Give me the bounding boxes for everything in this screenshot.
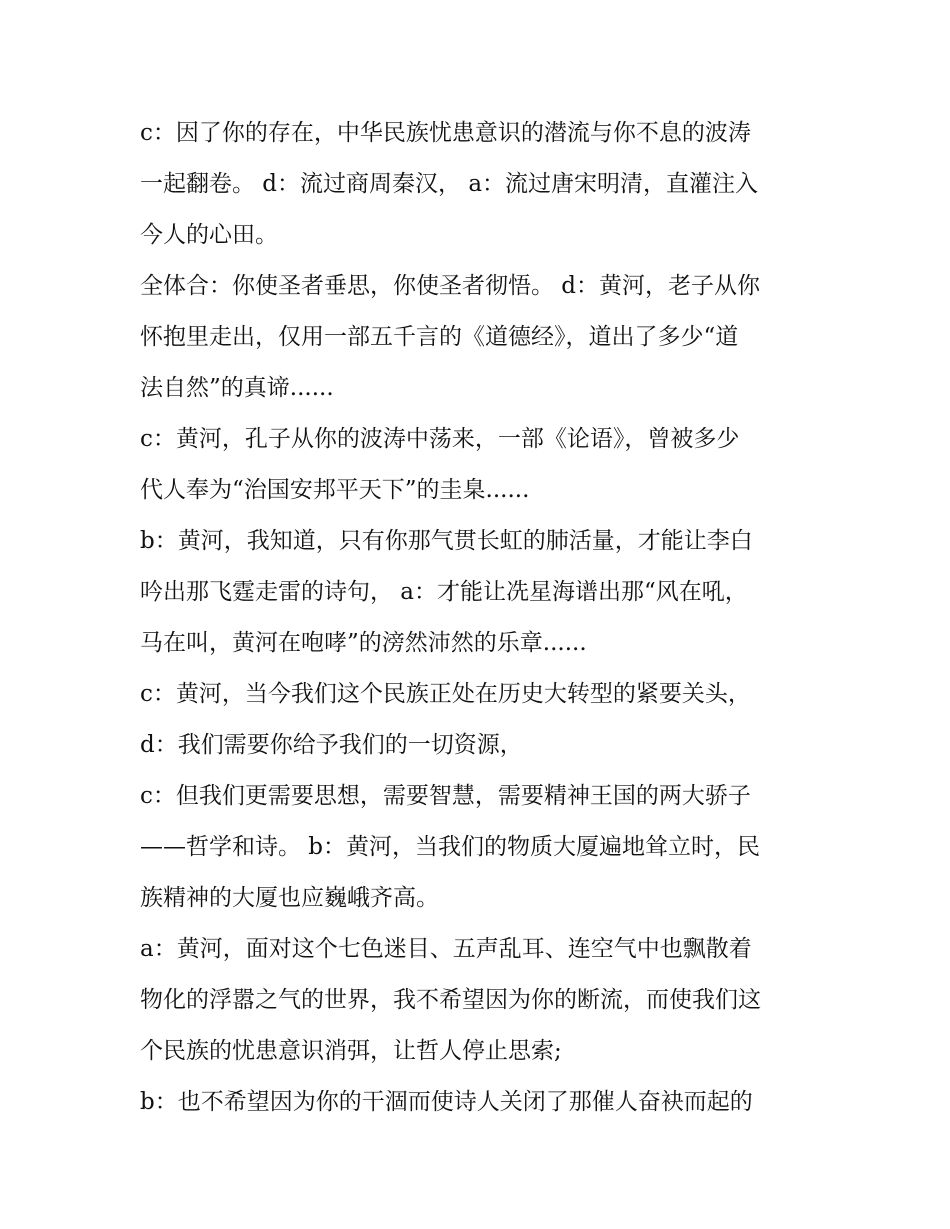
text-line: 法自然”的真谛...... [140, 375, 334, 401]
text-line: b：黄河，我知道，只有你那气贯长虹的肺活量，才能让李白 [140, 528, 753, 554]
body-text [140, 108, 830, 1128]
text-line: 物化的浮嚣之气的世界，我不希望因为你的断流，而使我们这 [140, 987, 761, 1013]
text-line: 代人奉为“治国安邦平天下”的圭臬...... [140, 477, 530, 503]
text-line: a：黄河，面对这个七色迷目、五声乱耳、连空气中也飘散着 [140, 936, 752, 962]
text-line: 吟出那飞霆走雷的诗句， a：才能让冼星海谱出那“风在吼， [140, 579, 748, 605]
text-line: 今人的心田。 [140, 222, 278, 248]
text-line: 马在叫，黄河在咆哮”的滂然沛然的乐章...... [140, 630, 587, 656]
text-line: 个民族的忧患意识消弭，让哲人停止思索; [140, 1038, 562, 1064]
text-line: c：因了你的存在，中华民族忧患意识的潜流与你不息的波涛 [140, 120, 751, 146]
text-line: c：黄河，当今我们这个民族正处在历史大转型的紧要关头， [140, 681, 751, 707]
text-line: 族精神的大厦也应巍峨齐高。 [140, 885, 439, 911]
text-line: 全体合：你使圣者垂思，你使圣者彻悟。 d：黄河，老子从你 [140, 273, 761, 299]
text-line: 怀抱里走出，仅用一部五千言的《道德经》，道出了多少“道 [140, 324, 739, 350]
text-line: b：也不希望因为你的干涸而使诗人关闭了那催人奋袂而起的 [140, 1089, 753, 1115]
text-line: c：黄河，孔子从你的波涛中荡来，一部《论语》，曾被多少 [140, 426, 740, 452]
text-line: ——哲学和诗。 b：黄河，当我们的物质大厦遍地耸立时，民 [140, 834, 761, 860]
text-line: d：我们需要你给予我们的一切资源， [140, 732, 523, 758]
text-line: 一起翻卷。 d：流过商周秦汉， a：流过唐宋明清，直灌注入 [140, 171, 759, 197]
text-line: c：但我们更需要思想，需要智慧，需要精神王国的两大骄子 [140, 783, 751, 809]
